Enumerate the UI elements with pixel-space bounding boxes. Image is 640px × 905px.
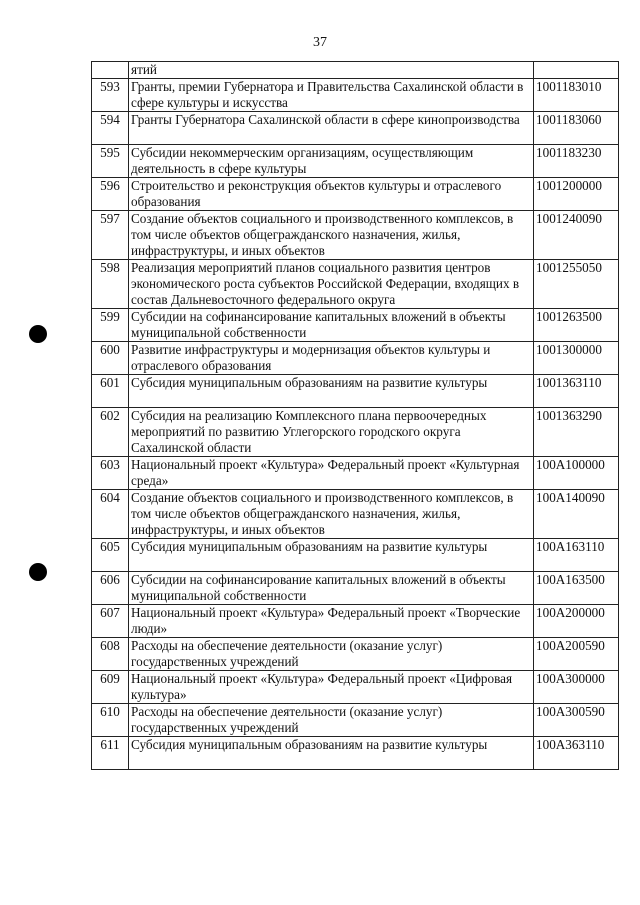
row-number: 599 <box>92 309 129 342</box>
row-number: 608 <box>92 638 129 671</box>
row-name: Строительство и реконструкция объектов культуры и отраслевого образования <box>129 178 534 211</box>
row-name: Национальный проект «Культура» Федеральный проект «Творческие люди» <box>129 605 534 638</box>
row-number: 601 <box>92 375 129 408</box>
row-code: 100A300000 <box>534 671 619 704</box>
row-number: 607 <box>92 605 129 638</box>
row-code: 1001300000 <box>534 342 619 375</box>
row-code: 100A163500 <box>534 572 619 605</box>
row-number: 597 <box>92 211 129 260</box>
row-name: Реализация мероприятий планов социального развития центров экономического роста субъектов Российской Федерации, входящих в состав Дальневосточного федерального округа <box>129 260 534 309</box>
row-code: 100A140090 <box>534 490 619 539</box>
table-row <box>92 638 619 671</box>
row-number: 594 <box>92 112 129 145</box>
table-row <box>92 260 619 309</box>
row-code: 100A363110 <box>534 737 619 770</box>
row-code: 100A100000 <box>534 457 619 490</box>
table-row <box>92 408 619 457</box>
table-row <box>92 490 619 539</box>
row-number: 603 <box>92 457 129 490</box>
row-name: Субсидии на софинансирование капитальных вложений в объекты муниципальной собственности <box>129 572 534 605</box>
row-code: 1001363110 <box>534 375 619 408</box>
row-code: 1001183060 <box>534 112 619 145</box>
row-name: Гранты Губернатора Сахалинской области в сфере кинопроизводства <box>129 112 534 145</box>
row-number: 602 <box>92 408 129 457</box>
page-number: 37 <box>313 35 327 50</box>
table-row <box>92 342 619 375</box>
table-row <box>92 178 619 211</box>
row-number: 604 <box>92 490 129 539</box>
row-code: 1001255050 <box>534 260 619 309</box>
table-row <box>92 457 619 490</box>
row-code: 1001363290 <box>534 408 619 457</box>
row-code: 1001200000 <box>534 178 619 211</box>
row-number: 600 <box>92 342 129 375</box>
row-name: Развитие инфраструктуры и модернизация объектов культуры и отраслевого образования <box>129 342 534 375</box>
table-row <box>92 62 619 79</box>
row-name: Субсидия муниципальным образованиям на развитие культуры <box>129 375 534 408</box>
row-number: 611 <box>92 737 129 770</box>
row-name: Субсидия муниципальным образованиям на развитие культуры <box>129 737 534 770</box>
table-row <box>92 79 619 112</box>
row-name: Гранты, премии Губернатора и Правительства Сахалинской области в сфере культуры и искусства <box>129 79 534 112</box>
table-row <box>92 145 619 178</box>
table-row <box>92 375 619 408</box>
row-number: 595 <box>92 145 129 178</box>
row-code: 1001183230 <box>534 145 619 178</box>
table-row <box>92 112 619 145</box>
row-number: 596 <box>92 178 129 211</box>
budget-classification-table <box>91 61 619 770</box>
table-row <box>92 605 619 638</box>
binder-hole-marker <box>29 325 47 343</box>
row-name: Расходы на обеспечение деятельности (оказание услуг) государственных учреждений <box>129 704 534 737</box>
row-number: 609 <box>92 671 129 704</box>
table-row <box>92 309 619 342</box>
row-name: Национальный проект «Культура» Федеральный проект «Цифровая культура» <box>129 671 534 704</box>
row-name: Расходы на обеспечение деятельности (оказание услуг) государственных учреждений <box>129 638 534 671</box>
row-name: Национальный проект «Культура» Федеральный проект «Культурная среда» <box>129 457 534 490</box>
row-name: Субсидия на реализацию Комплексного плана первоочередных мероприятий по развитию Углегорского городского округа Сахалинской области <box>129 408 534 457</box>
row-number: 593 <box>92 79 129 112</box>
row-name: Создание объектов социального и производственного комплексов, в том числе объектов общегражданского назначения, жилья, инфраструктуры, и иных объектов <box>129 490 534 539</box>
row-number: 598 <box>92 260 129 309</box>
row-code <box>534 62 619 79</box>
table-row <box>92 704 619 737</box>
table-row <box>92 211 619 260</box>
row-code: 1001183010 <box>534 79 619 112</box>
table-row <box>92 671 619 704</box>
row-number: 606 <box>92 572 129 605</box>
row-name: Субсидии на софинансирование капитальных вложений в объекты муниципальной собственности <box>129 309 534 342</box>
table-row <box>92 572 619 605</box>
row-number: 610 <box>92 704 129 737</box>
row-name: Субсидия муниципальным образованиям на развитие культуры <box>129 539 534 572</box>
row-name: ятий <box>129 62 534 79</box>
row-code: 1001240090 <box>534 211 619 260</box>
row-code: 100A163110 <box>534 539 619 572</box>
table-row <box>92 539 619 572</box>
row-code: 1001263500 <box>534 309 619 342</box>
row-name: Создание объектов социального и производственного комплексов, в том числе объектов общегражданского назначения, жилья, инфраструктуры, и иных объектов <box>129 211 534 260</box>
binder-hole-marker <box>29 563 47 581</box>
row-code: 100A200590 <box>534 638 619 671</box>
row-number <box>92 62 129 79</box>
row-code: 100A200000 <box>534 605 619 638</box>
row-number: 605 <box>92 539 129 572</box>
table-row <box>92 737 619 770</box>
row-code: 100A300590 <box>534 704 619 737</box>
row-name: Субсидии некоммерческим организациям, осуществляющим деятельность в сфере культуры <box>129 145 534 178</box>
